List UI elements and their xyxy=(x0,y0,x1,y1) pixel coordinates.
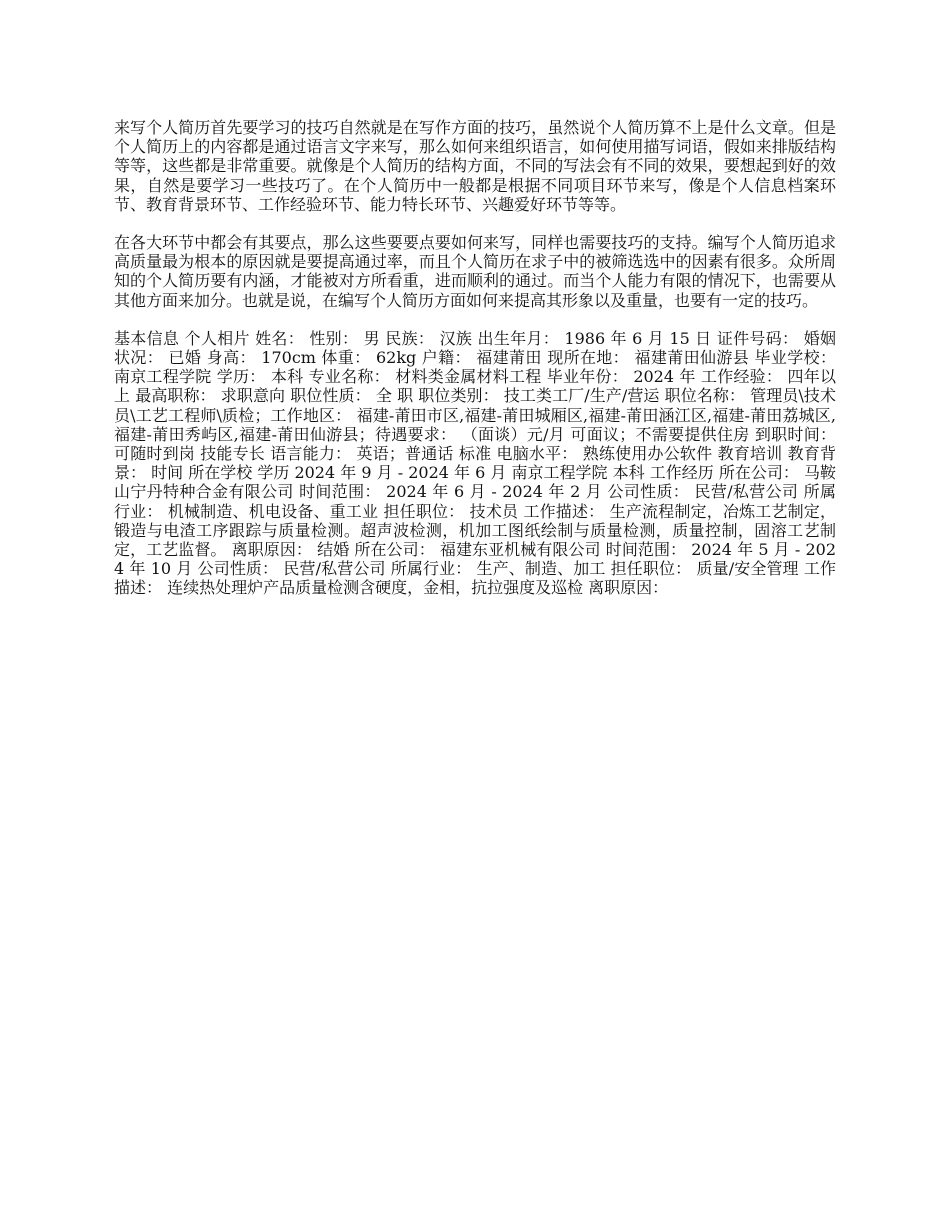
intro-paragraph: 来写个人简历首先要学习的技巧自然就是在写作方面的技巧，虽然说个人简历算不上是什么文章。但是个人简历上的内容都是通过语言文字来写，那么如何来组织语言，如何使用描写词语，假如来排版结构等等，这些都是非常重要。就像是个人简历的结构方面，不同的写法会有不同的效果，要想起到好的效果，自然是要学习一些技巧了。在个人简历中一般都是根据不同项目环节来写，像是个人信息档案环节、教育背景环节、工作经验环节、能力特长环节、兴趣爱好环节等等。 xyxy=(114,118,836,214)
resume-details-paragraph: 基本信息 个人相片 姓名： 性别： 男 民族： 汉族 出生年月： 1986 年 6 月 15 日 证件号码： 婚姻状况： 已婚 身高： 170cm 体重： 62kg 户籍： 福建莆田 现所在地： 福建莆田仙游县 毕业学校： 南京工程学院 学历： 本科 专业名称： 材料类金属材料工程 毕业年份： 2024 年 工作经验： 四年以上 最高职称： 求职意向 职位性质： 全 职 职位类别： 技工类工厂/生产/营运 职位名称： 管理员\技术员\工艺工程师\质检；工作地区： 福建-莆田市区,福建-莆田城厢区,福建-莆田涵江区,福建-莆田荔城区,福建-莆田秀屿区,福建-莆田仙游县；待遇要求： （面谈）元/月 可面议；不需要提供住房 到职时间： 可随时到岗 技能专长 语言能力： 英语；普通话 标准 电脑水平： 熟练使用办公软件 教育培训 教育背景： 时间 所在学校 学历 2024 年 9 月 - 2024 年 6 月 南京工程学院 本科 工作经历 所在公司： 马鞍山宁丹特种合金有限公司 时间范围： 2024 年 6 月 - 2024 年 2 月 公司性质： 民营/私营公司 所属行业： 机械制造、机电设备、重工业 担任职位： 技术员 工作描述： 生产流程制定，冶炼工艺制定，锻造与电渣工序跟踪与质量检测。超声波检测，机加工图纸绘制与质量检测，质量控制，固溶工艺制定，工艺监督。 离职原因： 结婚 所在公司： 福建东亚机械有限公司 时间范围： 2024 年 5 月 - 2024 年 10 月 公司性质： 民营/私营公司 所属行业： 生产、制造、加工 担任职位： 质量/安全管理 工作描述： 连续热处理炉产品质量检测含硬度，金相，抗拉强度及巡检 离职原因： xyxy=(114,328,836,598)
tips-paragraph: 在各大环节中都会有其要点，那么这些要要点要如何来写，同样也需要技巧的支持。编写个人简历追求高质量最为根本的原因就是要提高通过率，而且个人简历在求子中的被筛选选中的因素有很多。众所周知的个人简历要有内涵，才能被对方所看重，进而顺利的通过。而当个人能力有限的情况下，也需要从其他方面来加分。也就是说，在编写个人简历方面如何来提高其形象以及重量，也要有一定的技巧。 xyxy=(114,233,836,310)
